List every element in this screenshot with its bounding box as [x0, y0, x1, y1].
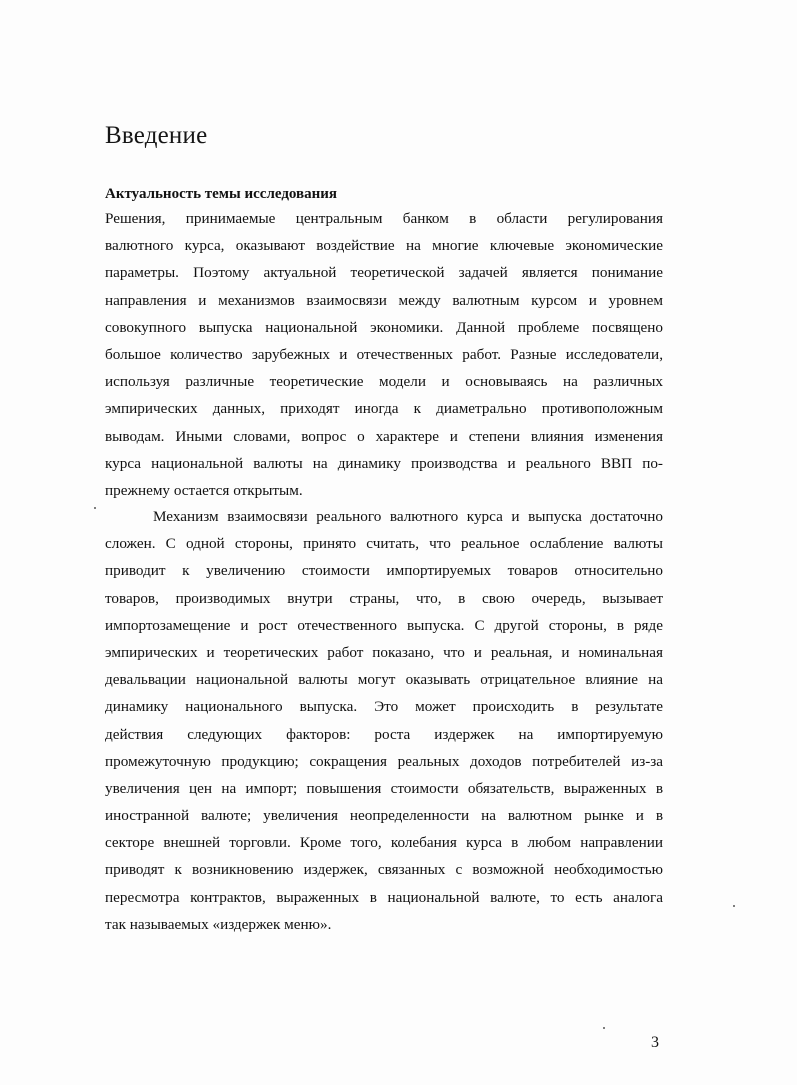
page-number: 3: [651, 1034, 659, 1051]
text-line: товаров, производимых внутри страны, что, в свою очередь, вызывает: [105, 589, 663, 607]
text-line: направления и механизмов взаимосвязи между валютным курсом и уровнем: [105, 291, 663, 309]
scan-speck: [94, 507, 96, 509]
text-line: пересмотра контрактов, выраженных в национальной валюте, то есть аналога: [105, 888, 663, 906]
paragraph-1: [105, 205, 663, 504]
section-heading: Актуальность темы исследования: [105, 186, 338, 202]
text-line: курса национальной валюты на динамику производства и реального ВВП по-: [105, 454, 663, 472]
text-line: Механизм взаимосвязи реального валютного курса и выпуска достаточно: [153, 508, 663, 525]
text-line: приводит к увеличению стоимости импортируемых товаров относительно: [105, 562, 663, 580]
scan-speck: [733, 905, 735, 907]
text-line: Решения, принимаемые центральным банком в области регулирования: [105, 210, 663, 227]
text-line: увеличения цен на импорт; повышения стоимости обязательств, выраженных в: [105, 779, 663, 797]
paragraph-2: [105, 503, 663, 938]
text-line: динамику национального выпуска. Это может происходить в результате: [105, 698, 663, 716]
text-line: параметры. Поэтому актуальной теоретической задачей является понимание: [105, 264, 663, 282]
page-title: Введение: [105, 122, 208, 149]
text-line: совокупного выпуска национальной экономики. Данной проблеме посвящено: [105, 318, 663, 336]
text-line: большое количество зарубежных и отечественных работ. Разные исследователи,: [105, 345, 663, 363]
text-line: так называемых «издержек меню».: [105, 915, 332, 933]
text-line: прежнему остается открытым.: [105, 481, 303, 499]
text-line: используя различные теоретические модели и основываясь на различных: [105, 373, 663, 391]
text-line: сложен. С одной стороны, принято считать, что реальное ослабление валюты: [105, 535, 663, 553]
text-line: эмпирических данных, приходят иногда к диаметрально противоположным: [105, 400, 663, 418]
text-line: промежуточную продукцию; сокращения реальных доходов потребителей из-за: [105, 752, 663, 770]
text-line: секторе внешней торговли. Кроме того, колебания курса в любом направлении: [105, 834, 663, 852]
scan-speck: [603, 1027, 605, 1029]
text-line: валютного курса, оказывают воздействие на многие ключевые экономические: [105, 237, 663, 255]
text-line: эмпирических и теоретических работ показано, что и реальная, и номинальная: [105, 643, 663, 661]
text-line: выводам. Иными словами, вопрос о характере и степени влияния изменения: [105, 427, 663, 445]
text-line: приводят к возникновению издержек, связанных с возможной необходимостью: [105, 861, 663, 879]
text-line: иностранной валюте; увеличения неопределенности на валютном рынке и в: [105, 807, 663, 825]
text-line: действия следующих факторов: роста издержек на импортируемую: [105, 725, 663, 743]
text-line: девальвации национальной валюты могут оказывать отрицательное влияние на: [105, 671, 663, 689]
text-line: импортозамещение и рост отечественного выпуска. С другой стороны, в ряде: [105, 616, 663, 634]
